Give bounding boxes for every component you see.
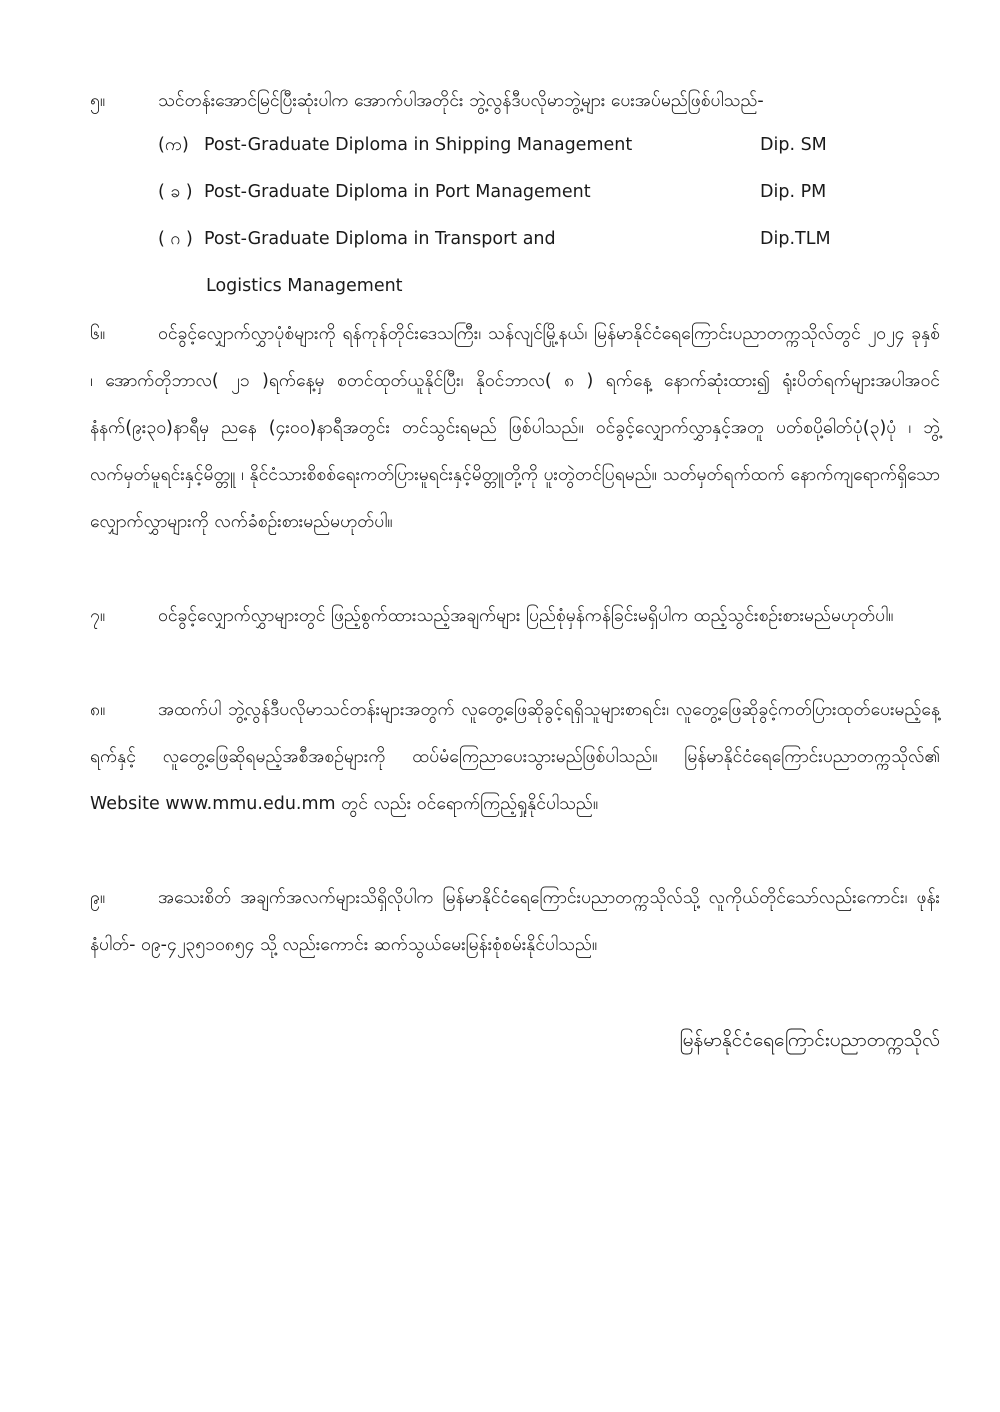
paragraph-number: ၈။ [90,700,106,720]
diploma-marker: ( ခ ) [158,182,193,202]
diploma-marker: ( ဂ ) [158,229,193,249]
signature-block: မြန်မာနိုင်ငံရေကြောင်းပညာတက္ကသိုလ် [679,1029,940,1051]
paragraph-text: ဝင်ခွင့်လျှောက်လွှာများတွင် ဖြည့်စွက်ထားသည့်အချက်များ ပြည်စုံမှန်ကန်ခြင်းမရှိပါက ထည့်သွင်းစဉ်းစားမည်မဟုတ်ပါ။ [158,606,894,626]
diploma-name: Post-Graduate Diploma in Shipping Management [204,135,633,155]
diploma-name: Post-Graduate Diploma in Port Management [204,182,591,202]
diploma-marker: (က) [158,135,189,155]
paragraph-9 [90,875,940,969]
paragraph-8 [90,687,940,828]
diploma-item [158,216,858,263]
diploma-name: Post-Graduate Diploma in Transport and [204,229,556,249]
paragraph-number: ၉။ [90,888,106,908]
paragraph-number: ၆။ [90,324,106,344]
paragraph-number: ၇။ [90,606,106,626]
diploma-name-continuation [158,263,858,310]
diploma-item [158,122,858,169]
paragraph-7 [90,593,940,640]
paragraph-text: အထက်ပါ ဘွဲ့လွန်ဒီပလိုမာသင်တန်းများအတွက် လူတွေ့ဖြေဆိုခွင့်ရရှိသူများစာရင်း၊ လူတွေ့ဖြေဆိုခွင့်ကတ်ပြားထုတ်ပေးမည့်နေ့ရက်နှင့် လူတွေ့ဖြေဆိုရမည့်အစီအစဉ်များကို ထပ်မံကြေညာပေးသွားမည်ဖြစ်ပါသည်။ မြန်မာနိုင်ငံရေကြောင်းပညာတက္ကသိုလ်၏ Website www.mmu.edu.mm တွင် လည်း ဝင်ရောက်ကြည့်ရှုနိုင်ပါသည်။ [90,700,940,814]
paragraph-text: ဝင်ခွင့်လျှောက်လွှာပုံစံများကို ရန်ကုန်တိုင်းဒေသကြီး၊ သန်လျင်မြို့နယ်၊ မြန်မာနိုင်ငံရေကြောင်းပညာတက္ကသိုလ်တွင် ၂၀၂၄ ခုနှစ် ၊ အောက်တိုဘာလ( ၂၁ )ရက်နေ့မှ စတင်ထုတ်ယူနိုင်ပြီး၊ နိုဝင်ဘာလ( ၈ ) ရက်နေ့ နောက်ဆုံးထား၍ ရုံးပိတ်ရက်များအပါအဝင် နံနက်(၉း၃၀)နာရီမှ ညနေ (၄း၀၀)နာရီအတွင်း တင်သွင်းရမည် ဖြစ်ပါသည်။ ဝင်ခွင့်လျှောက်လွှာနှင့်အတူ ပတ်စပို့ဓါတ်ပုံ(၃)ပုံ ၊ ဘွဲ့လက်မှတ်မူရင်းနှင့်မိတ္တူ ၊ နိုင်ငံသားစိစစ်ရေးကတ်ပြားမူရင်းနှင့်မိတ္တူတို့ကို ပူးတွဲတင်ပြရမည်။ သတ်မှတ်ရက်ထက် နောက်ကျရောက်ရှိသော လျှောက်လွှာများကို လက်ခံစဉ်းစားမည်မဟုတ်ပါ။ [90,324,940,532]
paragraph-number: ၅။ [90,91,106,111]
paragraph-text: သင်တန်းအောင်မြင်ပြီးဆုံးပါက အောက်ပါအတိုင်း ဘွဲ့လွန်ဒီပလိုမာဘွဲ့များ ပေးအပ်မည်ဖြစ်ပါသည်- [158,91,764,111]
diploma-list [158,122,858,310]
paragraph-6 [90,311,940,546]
diploma-abbreviation: Dip.TLM [760,229,831,249]
diploma-item [158,169,858,216]
paragraph-text: အသေးစိတ် အချက်အလက်များသိရှိလိုပါက မြန်မာနိုင်ငံရေကြောင်းပညာတက္ကသိုလ်သို့ လူကိုယ်တိုင်သော်လည်းကောင်း၊ ဖုန်းနံပါတ်- ၀၉-၄၂၃၅၁၀၈၅၄ သို့ လည်းကောင်း ဆက်သွယ်မေးမြန်းစုံစမ်းနိုင်ပါသည်။ [90,888,940,955]
diploma-abbreviation: Dip. PM [760,182,827,202]
paragraph-5 [90,78,940,125]
diploma-name-continuation-text: Logistics Management [206,276,403,296]
diploma-abbreviation: Dip. SM [760,135,827,155]
